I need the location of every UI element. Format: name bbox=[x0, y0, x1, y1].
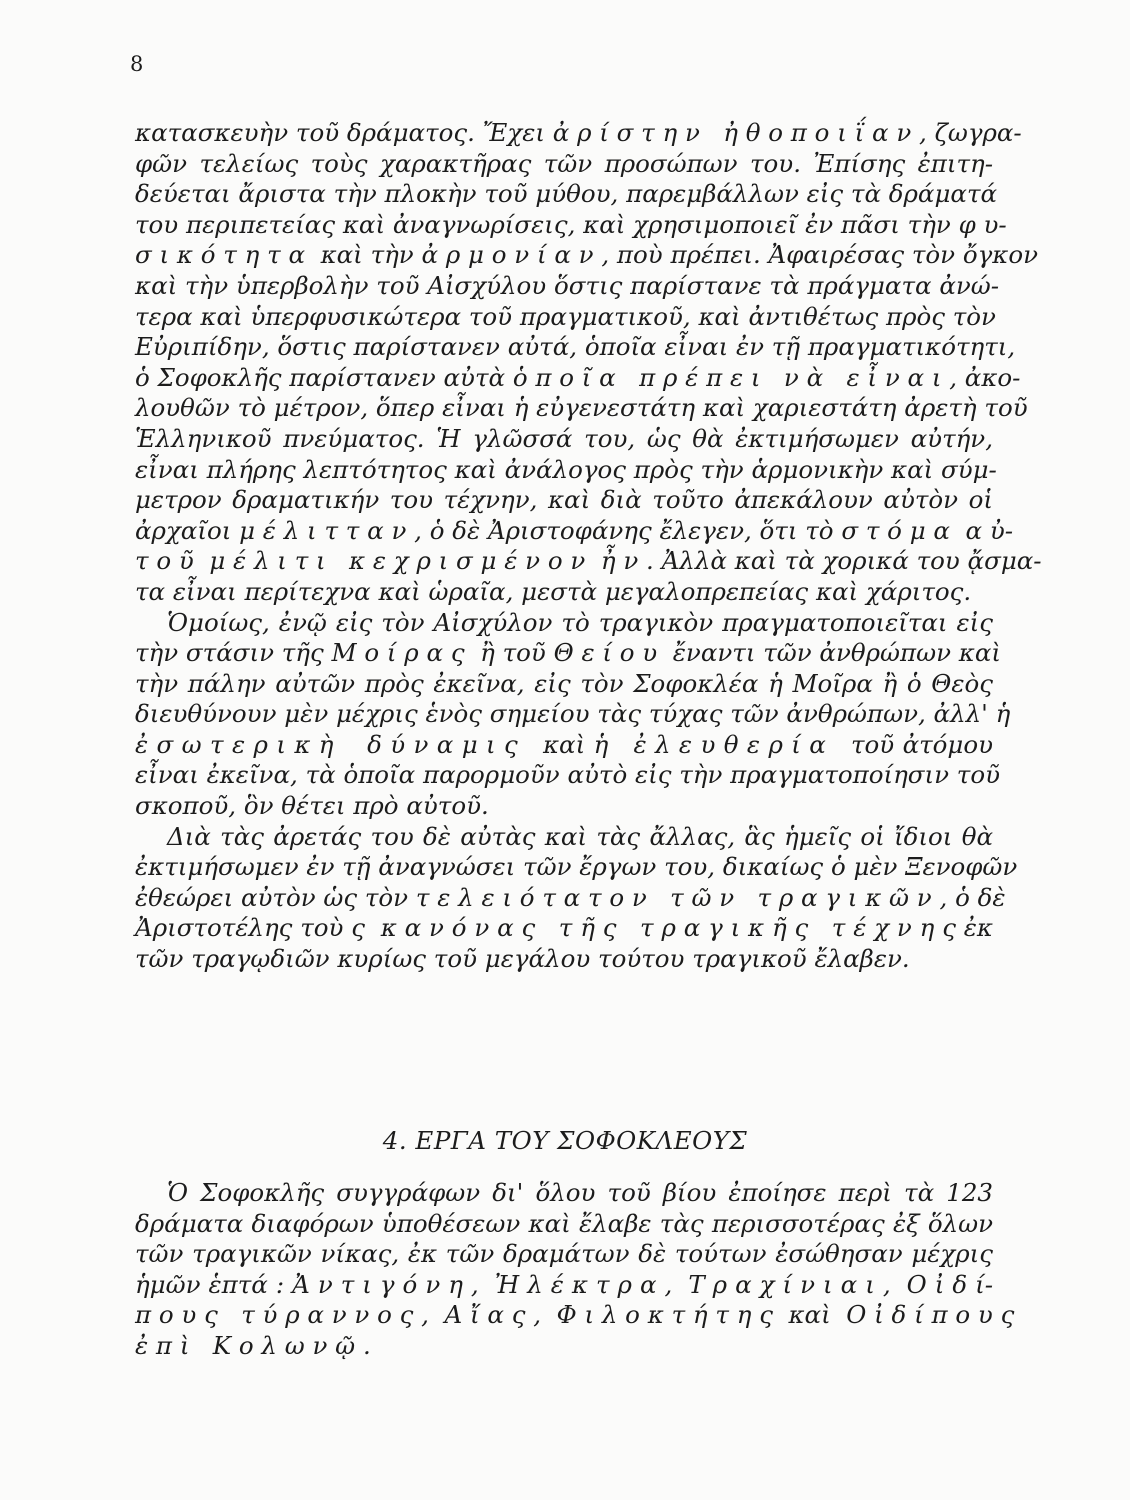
text-line: τα εἶναι περίτεχνα καὶ ὡραῖα, μεστὰ μεγαλοπρεπείας καὶ χάριτος. bbox=[135, 576, 972, 606]
text-line: καὶ τὴν ὑπερβολὴν τοῦ Αἰσχύλου ὅστις παρίστανε τὰ πράγματα ἀνώ- bbox=[135, 270, 1000, 300]
text-line: φῶν τελείως τοὺς χαρακτῆρας τῶν προσώπων του. Ἐπίσης ἐπιτη- bbox=[135, 148, 993, 178]
text-line: εἶναι ἐκεῖνα, τὰ ὁποῖα παρορμοῦν αὐτὸ εἰς τὴν πραγματοποίησιν τοῦ bbox=[135, 760, 1000, 790]
section-heading: 4. ΕΡΓΑ ΤΟΥ ΣΟΦΟΚΛΕΟΥΣ bbox=[382, 1126, 748, 1155]
text-line: σκοποῦ, ὃν θέτει πρὸ αὐτοῦ. bbox=[135, 791, 489, 821]
page-number: 8 bbox=[130, 52, 144, 76]
text-line: δεύεται ἄριστα τὴν πλοκὴν τοῦ μύθου, παρεμβάλλων εἰς τὰ δράματά bbox=[135, 179, 998, 209]
paragraph-start-line: Ὁμοίως, ἐνῷ εἰς τὸν Αἰσχύλον τὸ τραγικὸν πραγματοποιεῖται εἰς bbox=[167, 607, 993, 637]
text-line: τὴν στάσιν τῆς Μ ο ί ρ α ς ἢ τοῦ Θ ε ί ο υ ἔναντι τῶν ἀνθρώπων καὶ bbox=[135, 638, 1001, 668]
text-line: τ ο ῦ μ έ λ ι τ ι κ ε χ ρ ι σ μ έ ν ο ν ἦ ν . Ἀλλὰ καὶ τὰ χορικά του ᾄσμα- bbox=[135, 546, 1042, 576]
section-text-block bbox=[135, 1178, 1015, 1362]
text-line: εἶναι πλήρης λεπτότητος καὶ ἀνάλογος πρὸς τὴν ἁρμονικὴν καὶ σύμ- bbox=[135, 454, 997, 484]
text-line: ἐ σ ω τ ε ρ ι κ ὴ δ ύ ν α μ ι ς καὶ ἡ ἐ λ ε υ θ ε ρ ί α τοῦ ἀτόμου bbox=[135, 729, 993, 759]
text-line: μετρον δραματικήν του τέχνην, καὶ διὰ τοῦτο ἀπεκάλουν αὐτὸν οἱ bbox=[135, 485, 993, 515]
text-line: σ ι κ ό τ η τ α καὶ τὴν ἀ ρ μ ο ν ί α ν , ποὺ πρέπει. Ἀφαιρέσας τὸν ὄγκον bbox=[135, 240, 1038, 270]
text-line: ἡμῶν ἑπτά : Ἀ ν τ ι γ ό ν η , Ἠ λ έ κ τ ρ α , Τ ρ α χ ί ν ι α ι , Ο ἰ δ ί- bbox=[135, 1269, 993, 1299]
text-line: ἐθεώρει αὐτὸν ὡς τὸν τ ε λ ε ι ό τ α τ ο ν τ ῶ ν τ ρ α γ ι κ ῶ ν , ὁ δὲ bbox=[135, 882, 1006, 912]
text-line: ἐ π ὶ Κ ο λ ω ν ῷ . bbox=[135, 1330, 371, 1360]
text-line: Εὐριπίδην, ὅστις παρίστανεν αὐτά, ὁποῖα εἶναι ἐν τῇ πραγματικότητι, bbox=[135, 332, 1016, 362]
text-line: Ἑλληνικοῦ πνεύματος. Ἡ γλῶσσά του, ὡς θὰ ἐκτιμήσωμεν αὐτήν, bbox=[135, 423, 993, 453]
text-line: τῶν τραγικῶν νίκας, ἐκ τῶν δραμάτων δὲ τούτων ἐσώθησαν μέχρις bbox=[135, 1239, 993, 1269]
text-line: ἀρχαῖοι μ έ λ ι τ τ α ν , ὁ δὲ Ἀριστοφάνης ἔλεγεν, ὅτι τὸ σ τ ό μ α α ὐ- bbox=[135, 515, 1014, 545]
text-line: του περιπετείας καὶ ἀναγνωρίσεις, καὶ χρησιμοποιεῖ ἐν πᾶσι τὴν φ υ- bbox=[135, 209, 1007, 239]
text-line: δράματα διαφόρων ὑποθέσεων καὶ ἔλαβε τὰς περισσοτέρας ἐξ ὅλων bbox=[135, 1208, 993, 1238]
text-line: τερα καὶ ὑπερφυσικώτερα τοῦ πραγματικοῦ, καὶ ἀντιθέτως πρὸς τὸν bbox=[135, 301, 996, 331]
text-line: λουθῶν τὸ μέτρον, ὅπερ εἶναι ἡ εὐγενεστάτη καὶ χαριεστάτη ἀρετὴ τοῦ bbox=[135, 393, 1028, 423]
text-line: ὁ Σοφοκλῆς παρίστανεν αὐτὰ ὁ π ο ῖ α π ρ έ π ε ι ν ὰ ε ἶ ν α ι , ἀκο- bbox=[135, 362, 1021, 392]
paragraph-start-line: Ὁ Σοφοκλῆς συγγράφων δι' ὅλου τοῦ βίου ἐποίησε περὶ τὰ 123 bbox=[167, 1178, 993, 1207]
text-line: ἐκτιμήσωμεν ἐν τῇ ἀναγνώσει τῶν ἔργων του, δικαίως ὁ μὲν Ξενοφῶν bbox=[135, 852, 1018, 882]
main-text-block bbox=[135, 118, 1042, 975]
text-line: κατασκευὴν τοῦ δράματος. Ἔχει ἀ ρ ί σ τ η ν ἠ θ ο π ο ι ΐ α ν , ζωγρα- bbox=[135, 118, 1022, 147]
text-line: τῶν τραγῳδιῶν κυρίως τοῦ μεγάλου τούτου τραγικοῦ ἔλαβεν. bbox=[135, 944, 910, 974]
paragraph-start-line: Διὰ τὰς ἀρετάς του δὲ αὐτὰς καὶ τὰς ἄλλας, ἃς ἡμεῖς οἱ ἴδιοι θὰ bbox=[167, 821, 993, 851]
text-line: π ο υ ς τ ύ ρ α ν ν ο ς , Α ἴ α ς , Φ ι λ ο κ τ ή τ η ς καὶ Ο ἰ δ ί π ο υ ς bbox=[135, 1300, 1015, 1330]
text-line: τὴν πάλην αὐτῶν πρὸς ἐκεῖνα, εἰς τὸν Σοφοκλέα ἡ Μοῖρα ἢ ὁ Θεὸς bbox=[135, 668, 993, 698]
text-line: διευθύνουν μὲν μέχρις ἑνὸς σημείου τὰς τύχας τῶν ἀνθρώπων, ἀλλ' ἡ bbox=[135, 699, 1011, 729]
text-line: Ἀριστοτέλης τοὺ ς κ α ν ό ν α ς τ ῆ ς τ ρ α γ ι κ ῆ ς τ έ χ ν η ς ἐκ bbox=[135, 913, 993, 943]
